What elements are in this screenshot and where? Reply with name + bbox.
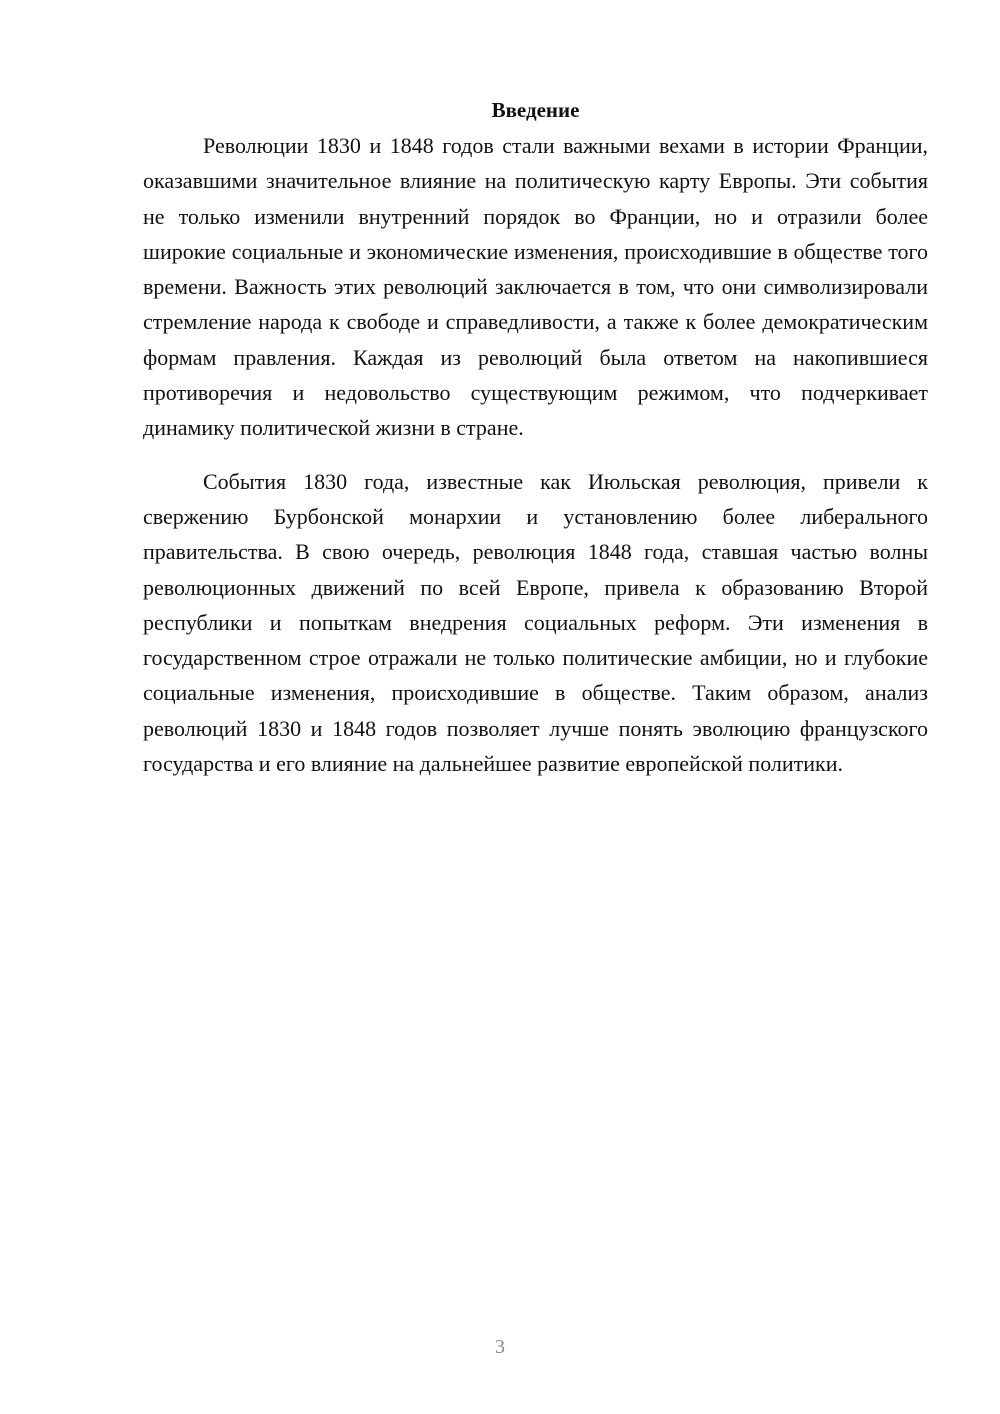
page-content	[143, 94, 928, 781]
paragraph-1: Революции 1830 и 1848 годов стали важными вехами в истории Франции, оказавшими значительное влияние на политическую карту Европы. Эти события не только изменили внутренний порядок во Франции, но и отразили более широкие социальные и экономические изменения, происходившие в обществе того времени. Важность этих революций заключается в том, что они символизировали стремление народа к свободе и справедливости, а также к более демократическим формам правления. Каждая из революций была ответом на накопившиеся противоречия и недовольство существующим режимом, что подчеркивает динамику политической жизни в стране.	[143, 133, 928, 441]
paragraph-2: События 1830 года, известные как Июльская революция, привели к свержению Бурбонской монархии и установлению более либерального правительства. В свою очередь, революция 1848 года, ставшая частью волны революционных движений по всей Европе, привела к образованию Второй республики и попыткам внедрения социальных реформ. Эти изменения в государственном строе отражали не только политические амбиции, но и глубокие социальные изменения, происходившие в обществе. Таким образом, анализ революций 1830 и 1848 годов позволяет лучше понять эволюцию французского государства и его влияние на дальнейшее развитие европейской политики.	[143, 468, 928, 777]
page-number: 3	[495, 1336, 505, 1358]
section-heading: Введение	[491, 98, 580, 122]
